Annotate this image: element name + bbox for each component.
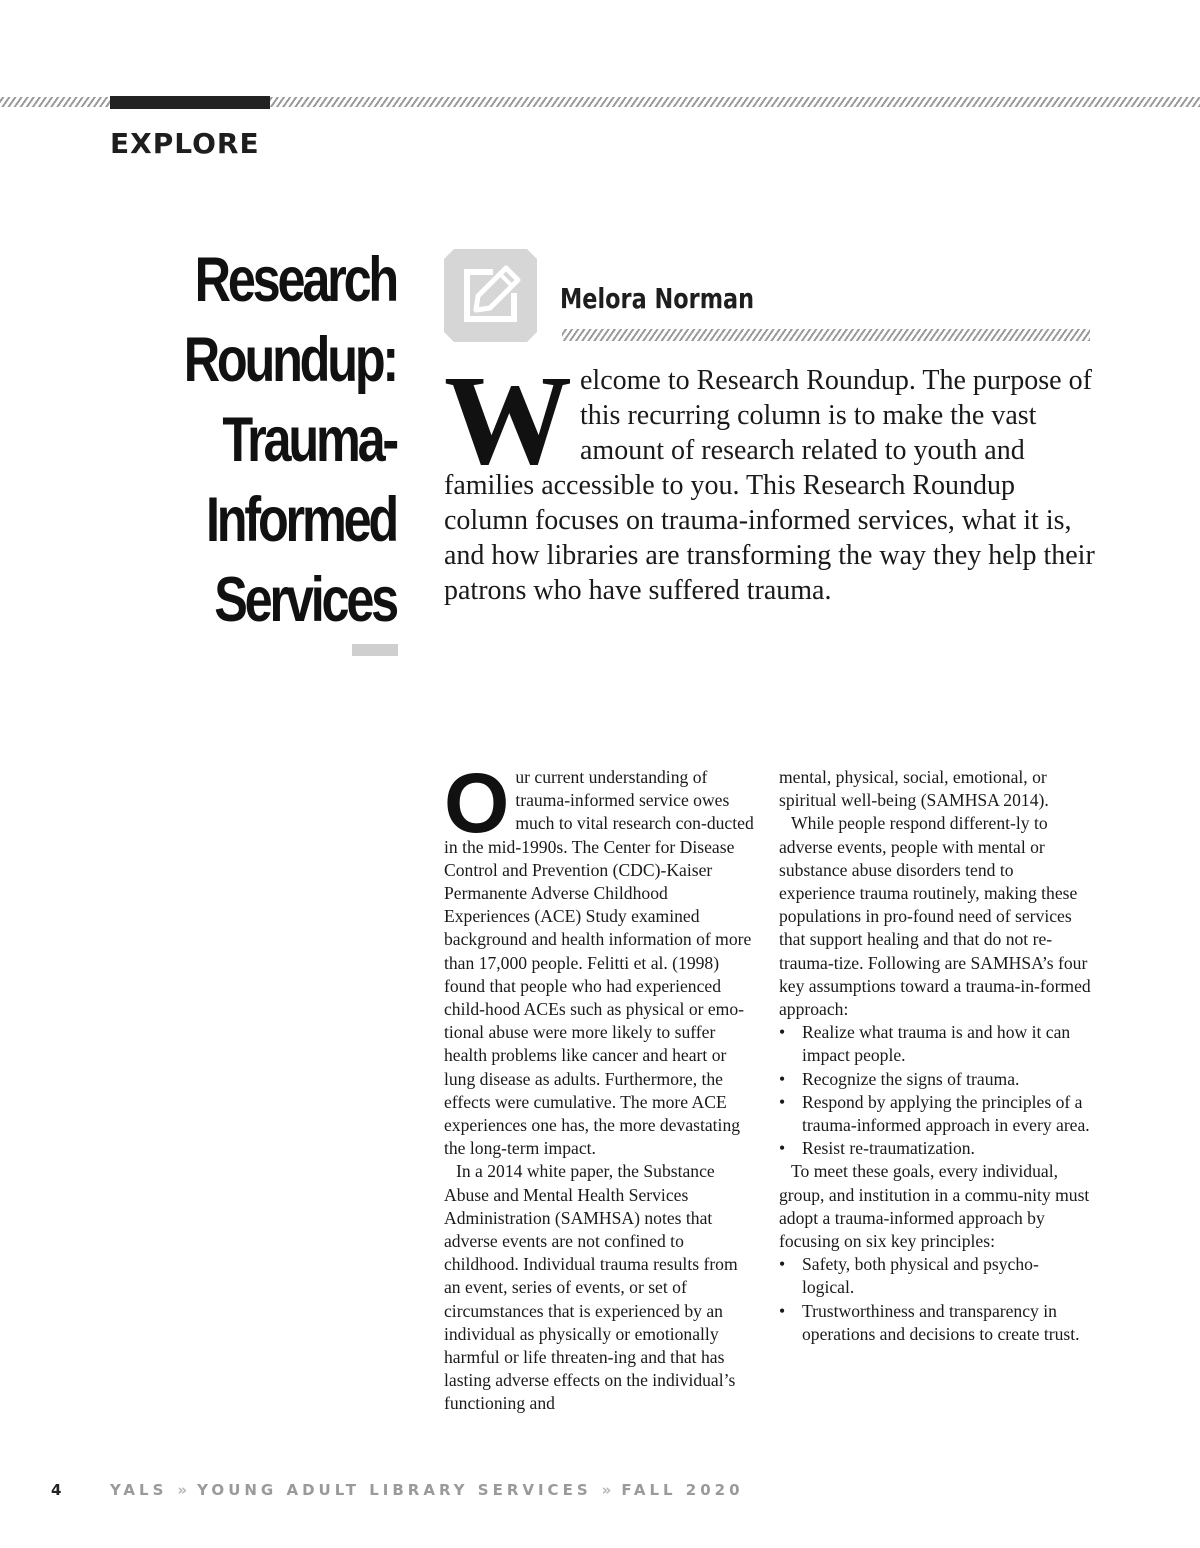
- publication-name: YOUNG ADULT LIBRARY SERVICES: [197, 1481, 592, 1499]
- body-column-right: [779, 766, 1091, 1346]
- section-label: EXPLORE: [110, 127, 260, 160]
- author-badge: [444, 249, 537, 342]
- title-line: Informed: [205, 485, 396, 555]
- page-number: 4: [51, 1481, 62, 1499]
- intro-text: elcome to Research Roundup. The purpose of this recurring column is to make the vast amount of research related to youth and families accessible to you. This Research Roundup column focuses on trauma-informed services, what it is, and how libraries are transforming the way they help their patrons who have suffered trauma.: [444, 365, 1095, 606]
- intro-paragraph: [444, 349, 1104, 608]
- issue-date: FALL 2020: [621, 1481, 744, 1499]
- body-paragraph: In a 2014 white paper, the Substance Abuse and Mental Health Services Administration (SAMHSA) notes that adverse events are not confined to childhood. Individual trauma results from an event, series of events, or set of circumstances that is experienced by an individual as physically or emotionally harmful or life threaten-ing and that has lasting adverse effects on the individual’s functioning and: [444, 1161, 738, 1414]
- list-item: • Trustworthiness and transparency in operations and decisions to create trust.: [779, 1300, 1091, 1346]
- body-paragraph: To meet these goals, every individual, group, and institution in a commu-nity must adopt a trauma-informed approach by focusing on six key principles:: [779, 1161, 1090, 1252]
- header-accent-bar: [110, 96, 270, 109]
- page-footer: [0, 1481, 1200, 1501]
- title-line: Roundup:: [183, 325, 396, 395]
- drop-cap: W: [444, 349, 572, 491]
- bullet-list: [779, 1021, 1091, 1160]
- title-underline: [352, 644, 398, 656]
- separator: »: [601, 1481, 612, 1499]
- list-item: • Realize what trauma is and how it can impact people.: [779, 1021, 1091, 1067]
- title-line: Research: [194, 245, 396, 315]
- body-paragraph: mental, physical, social, emotional, or spiritual well-being (SAMHSA 2014).: [779, 767, 1049, 811]
- body-paragraph: Our current understanding of trauma-informed service owes much to vital research con-ducted in the mid-1990s. The Center for Disease Control and Prevention (CDC)-Kaiser Permanente Adverse Childhood Experiences (ACE) Study examined background and health information of more than 17,000 people. Felitti et al. (1998) found that people who had experienced child-hood ACEs such as physical or emo-tional abuse were more likely to suffer health problems like cancer and heart or lung disease as adults. Furthermore, the effects were cumulative. The more ACE experiences one has, the more devastating the long-term impact.: [444, 756, 754, 1159]
- drop-cap: O: [444, 756, 510, 850]
- article-title: [156, 240, 396, 640]
- body-paragraph: While people respond different-ly to adverse events, people with mental or substance abuse disorders tend to experience trauma routinely, making these populations in pro-found need of services that support healing and that do not re-trauma-tize. Following are SAMHSA’s four key assumptions toward a trauma-in-formed approach:: [779, 813, 1091, 1020]
- list-item: • Resist re-traumatization.: [779, 1137, 1091, 1160]
- author-name: Melora Norman: [560, 282, 755, 315]
- bullet-list: [779, 1253, 1091, 1346]
- list-item: • Safety, both physical and psycho-logical.: [779, 1253, 1091, 1299]
- list-item: • Respond by applying the principles of a trauma-informed approach in every area.: [779, 1091, 1091, 1137]
- title-line: Trauma-: [222, 405, 396, 475]
- publication-short: YALS: [110, 1481, 168, 1499]
- author-hatch-rule: [562, 329, 1090, 341]
- body-column-left: [444, 756, 756, 1416]
- title-line: Services: [214, 565, 396, 635]
- separator: »: [177, 1481, 188, 1499]
- pencil-edit-icon: [459, 264, 522, 327]
- list-item: • Recognize the signs of trauma.: [779, 1068, 1091, 1091]
- running-head: [110, 1481, 744, 1499]
